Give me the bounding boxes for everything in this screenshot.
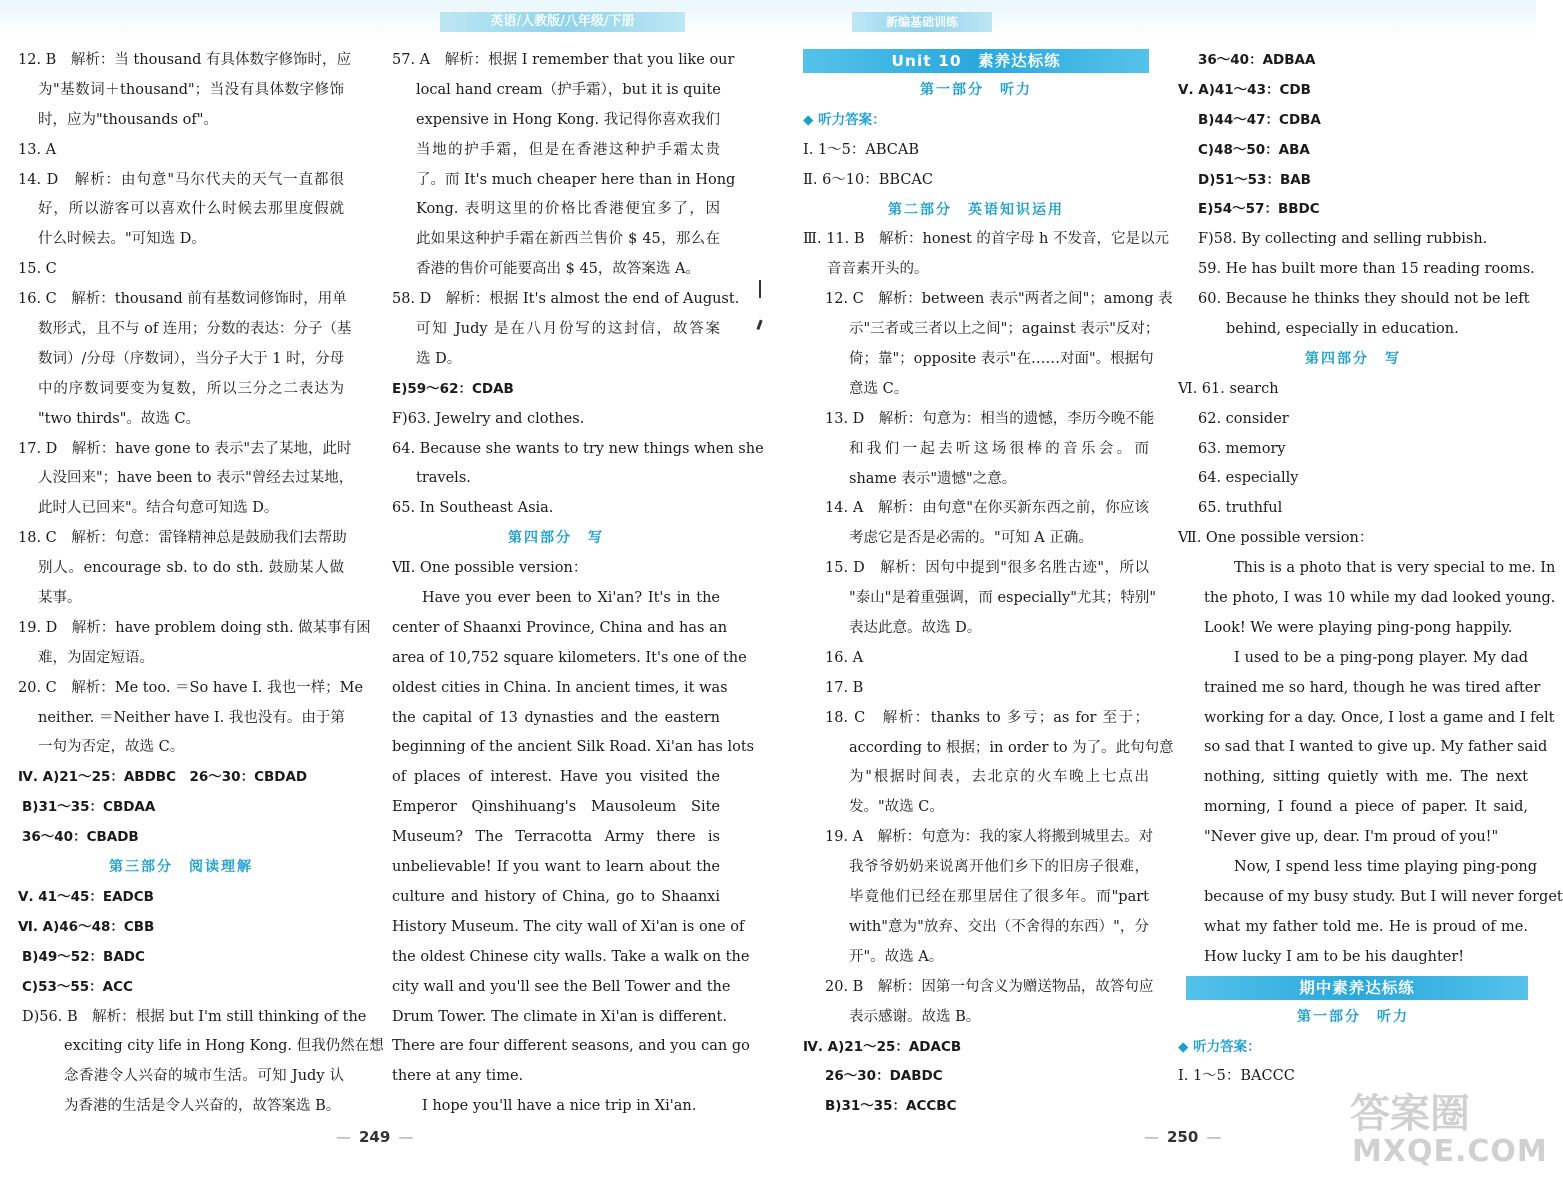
unit-banner: Unit 10 素养达标练 [803,49,1149,73]
text-line: of places of interest. Have you visited the [392,769,720,786]
text-line: History Museum. The city wall of Xi'an is one of [392,918,745,935]
left-page-column-2 [392,46,764,1122]
left-page-column-1 [18,46,384,1122]
text-line: I used to be a ping-pong player. My dad [1234,649,1528,666]
text-line: beginning of the ancient Silk Road. Xi'an has lots [392,739,755,756]
top-band [0,0,1536,36]
answer-line: 63. memory [1198,440,1286,457]
watermark-logo-text: 答案圈 [1350,1091,1470,1137]
text-line: trained me so hard, though he was tired after [1204,679,1541,696]
text-line: 某事。 [38,590,82,607]
text-line: "two thirds"。故选 C。 [38,410,201,427]
text-line: the oldest Chinese city walls. Take a walk on the [392,948,750,965]
watermark-url-text: MXQE.COM [1352,1134,1548,1169]
text-line: behind, especially in education. [1226,321,1459,338]
answer-line: B)49～52：BADC [22,948,145,965]
answer-line: 17. B [825,679,864,696]
text-line: 60. Because he thinks they should not be left [1198,291,1530,308]
text-line: Ⅶ. One possible version： [392,560,588,577]
text-line: 18. C 解析：句意：雷锋精神总是鼓励我们去帮助 [18,530,347,547]
text-line: 考虑它是否是必需的。"可知 A 正确。 [849,530,1093,547]
text-line: 58. D 解析：根据 It's almost the end of August. [392,291,740,308]
text-line: 17. D 解析：have gone to 表示"去了某地，此时 [18,440,352,457]
text-line: 19. D 解析：have problem doing sth. 做某事有困 [18,619,371,636]
answer-line: F)58. By collecting and selling rubbish. [1198,231,1488,248]
watermark-url [1352,1134,1548,1169]
text-line: 发。"故选 C。 [849,799,944,816]
text-line: local hand cream（护手霜），but it is quite [416,81,721,98]
text-line: so sad that I wanted to give up. My father said [1204,739,1548,756]
text-line: 难，为固定短语。 [38,649,154,666]
text-line: expensive in Hong Kong. 我记得你喜欢我们 [416,111,720,128]
answer-line: B)31～35：CBDAA [22,799,156,816]
section-heading: 第四部分 写 [508,530,604,547]
answer-line: B)44～47：CDBA [1198,111,1321,128]
text-line: 64. Because she wants to try new things when she [392,440,764,457]
binding-gutter-marks [757,280,763,340]
answer-line: Ⅰ. 1～5：ABCAB [803,141,920,158]
text-line: 此如果这种护手霜在新西兰售价 $ 45，那么在 [416,231,720,248]
text-line: Drum Tower. The climate in Xi'an is different. [392,1008,727,1025]
page-number-right-value: 250 [1167,1128,1199,1146]
text-line: 了。而 It's much cheaper here than in Hong [416,171,736,188]
text-line: 别人。encourage sb. to do sth. 鼓励某人做 [38,560,344,577]
text-line: because of my busy study. But I will never forget [1204,888,1563,905]
text-line: "Never give up, dear. I'm proud of you!" [1204,829,1499,846]
answer-line: E)59～62：CDAB [392,380,514,397]
text-line: Have you ever been to Xi'an? It's in the [422,590,720,607]
text-line: 数词）/分母（序数词），当分子大于 1 时，分母 [38,350,345,367]
text-line: 为"根据时间表，去北京的火车晚上七点出 [849,769,1149,786]
text-line: 意选 C。 [849,380,909,397]
text-line: 14. D 解析：由句意"马尔代夫的天气一直都很 [18,171,344,188]
text-line: 20. C 解析：Me too. ＝So have I. 我也一样；Me [18,679,364,696]
text-line: area of 10,752 square kilometers. It's one of the [392,649,747,666]
text-line: 13. D 解析：句意为：相当的遗憾，李历今晚不能 [825,410,1155,427]
answer-line: Ⅴ. 41～45：EADCB [18,888,154,905]
text-line: nothing, sitting quietly with me. The next [1204,769,1528,786]
text-line: 好，所以游客可以喜欢什么时候去那里度假就 [38,201,344,218]
answer-line: 62. consider [1198,410,1289,427]
answer-line: C)48～50：ABA [1198,141,1310,158]
text-line: shame 表示"遗憾"之意。 [849,470,1017,487]
answer-line: 59. He has built more than 15 reading rooms. [1198,261,1535,278]
text-line: 香港的售价可能要高出 $ 45，故答案选 A。 [416,261,700,278]
midterm-banner: 期中素养达标练 [1186,976,1528,1000]
answer-line: D)51～53：BAB [1198,171,1311,188]
answer-line: C)53～55：ACC [22,978,133,995]
answer-line: Ⅵ. 61. search [1178,380,1279,397]
listening-answers-label: ◆ 听力答案： [803,111,886,128]
answer-line: Ⅱ. 6～10：BBCAC [803,171,933,188]
text-line: what my father told me. He is proud of me. [1204,918,1528,935]
text-line: 14. A 解析：由句意"在你买新东西之前，你应该 [825,500,1149,517]
listening-answers-label: ◆ 听力答案： [1178,1038,1261,1055]
text-line: 一句为否定，故选 C。 [38,739,185,756]
text-line: 16. C 解析：thousand 前有基数词修饰时，用单 [18,291,347,308]
section-heading: 第四部分 写 [1305,350,1401,367]
answer-line: 65. truthful [1198,500,1283,517]
text-line: Kong. 表明这里的价格比香港便宜多了，因 [416,201,720,218]
text-line: 当地的护手霜，但是在香港这种护手霜太贵 [416,141,720,158]
answer-line: F)63. Jewelry and clothes. [392,410,585,427]
text-line: with"意为"放弃、交出（不舍得的东西）"，分 [849,918,1149,935]
text-line: according to 根据；in order to 为了。此句句意 [849,739,1174,756]
text-line: 和我们一起去听这场很棒的音乐会。而 [849,440,1149,457]
text-line: unbelievable! If you want to learn about the [392,859,720,876]
text-line: travels. [416,470,471,487]
page-number-left-value: 249 [359,1128,391,1146]
text-line: morning, I found a piece of paper. It said, [1204,799,1528,816]
answer-line: Ⅵ. A)46～48：CBB [18,918,155,935]
text-line: 表示感谢。故选 B。 [849,1008,981,1025]
text-line: 12. C 解析：between 表示"两者之间"；among 表 [825,291,1173,308]
answer-line: B)31～35：ACCBC [825,1098,957,1115]
answer-line: Ⅳ. A)21～25：ADACB [803,1038,962,1055]
page-number-left: — 249 — [336,1128,414,1146]
section-heading: 第一部分 听力 [1297,1008,1409,1025]
answer-line: E)54～57：BBDC [1198,201,1320,218]
text-line: 什么时候去。"可知选 D。 [38,231,206,248]
text-line: 12. B 解析：当 thousand 有具体数字修饰时，应 [18,52,351,68]
text-line: 念香港令人兴奋的城市生活。可知 Judy 认 [64,1068,344,1085]
text-line: How lucky I am to be his daughter! [1204,948,1465,965]
page-number-right: — 250 — [1144,1128,1222,1146]
section-heading: 第三部分 阅读理解 [109,859,253,876]
text-line: This is a photo that is very special to me. In [1234,560,1556,577]
answer-line: Ⅴ. A)41～43：CDB [1178,81,1311,98]
text-line: Emperor Qinshihuang's Mausoleum Site [392,799,720,816]
text-line: 示"三者或三者以上之间"；against 表示"反对； [849,321,1160,338]
text-line: "泰山"是着重强调，而 especially"尤其；特别" [849,590,1157,607]
text-line: 为"基数词＋thousand"；当没有具体数字修饰 [38,81,344,98]
text-line: Ⅶ. One possible version： [1178,530,1374,547]
text-line: 毕竟他们已经在那里居住了很多年。而"part [849,889,1149,906]
text-line: 选 D。 [416,350,462,367]
answer-line: Ⅳ. A)21～25：ABDBC 26～30：CBDAD [18,769,308,786]
text-line: 13. A [18,141,57,158]
text-line: there at any time. [392,1068,524,1085]
text-line: 65. In Southeast Asia. [392,500,554,517]
text-line: 20. B 解析：因第一句含义为赠送物品，故答句应 [825,978,1154,995]
text-line: oldest cities in China. In ancient times, it was [392,679,728,696]
text-line: There are four different seasons, and you can go [392,1038,750,1055]
text-line: exciting city life in Hong Kong. 但我仍然在想 [64,1038,384,1055]
answer-line: 36～40：ADBAA [1198,52,1316,68]
text-line: working for a day. Once, I lost a game and I felt [1204,709,1555,726]
text-line: 15. C [18,261,57,278]
series-title-header: 新编基础训练 [852,12,992,32]
text-line: 表达此意。故选 D。 [849,620,982,637]
text-line: neither. ＝Neither have I. 我也没有。由于第 [38,709,345,726]
text-line: 18. C 解析：thanks to 多亏；as for 至于； [825,709,1149,726]
answer-line: Ⅰ. 1～5：BACCC [1178,1068,1295,1085]
text-line: Museum? The Terracotta Army there is [392,829,720,846]
text-line: 倚；靠"；opposite 表示"在……对面"。根据句 [849,351,1154,368]
text-line: 57. A 解析：根据 I remember that you like our [392,52,735,68]
right-page-column-1 [803,46,1174,1122]
section-heading: 第一部分 听力 [920,82,1032,98]
answer-line: 26～30：DABDC [825,1068,943,1085]
text-line: 此时人已回来"。结合句意可知选 D。 [38,500,279,517]
text-line: 数形式，且不与 of 连用；分数的表达：分子（基 [38,321,352,338]
watermark-logo [1350,1082,1470,1139]
text-line: 开"。故选 A。 [849,948,944,965]
text-line: Look! We were playing ping-pong happily. [1204,619,1513,636]
text-line: 15. D 解析：因句中提到"很多名胜古迹"，所以 [825,560,1149,577]
text-line: culture and history of China, go to Shaanxi [392,888,720,905]
answer-line: 36～40：CBADB [22,829,139,846]
text-line: 音音素开头的。 [827,261,929,278]
text-line: Ⅲ. 11. B 解析：honest 的首字母 h 不发音，它是以元 [803,231,1169,248]
text-line: 我爷爷奶奶来说离开他们乡下的旧房子很难， [849,859,1149,876]
text-line: 中的序数词要变为复数，所以三分之二表达为 [38,380,344,397]
answer-line: 16. A [825,649,864,666]
text-line: I hope you'll have a nice trip in Xi'an. [422,1098,697,1115]
text-line: 19. A 解析：句意为：我的家人将搬到城里去。对 [825,829,1154,846]
text-line: 时，应为"thousands of"。 [38,111,218,128]
text-line: city wall and you'll see the Bell Tower and the [392,978,731,995]
text-line: 可知 Judy 是在八月份写的这封信，故答案 [416,321,720,338]
text-line: the capital of 13 dynasties and the eastern [392,709,720,726]
text-line: 人没回来"；have been to 表示"曾经去过某地， [38,470,354,487]
book-title-header: 英语/人教版/八年级/下册 [440,12,685,32]
text-line: 为香港的生活是令人兴奋的，故答案选 B。 [64,1098,341,1115]
text-line: the photo, I was 10 while my dad looked young. [1204,590,1556,607]
right-page-column-2 [1178,46,1563,1092]
text-line: center of Shaanxi Province, China and has an [392,619,728,636]
section-heading: 第二部分 英语知识运用 [888,201,1064,218]
text-line: Now, I spend less time playing ping-pong [1234,859,1538,876]
answer-line: 64. especially [1198,470,1299,487]
text-line: D)56. B 解析：根据 but I'm still thinking of the [22,1008,367,1025]
